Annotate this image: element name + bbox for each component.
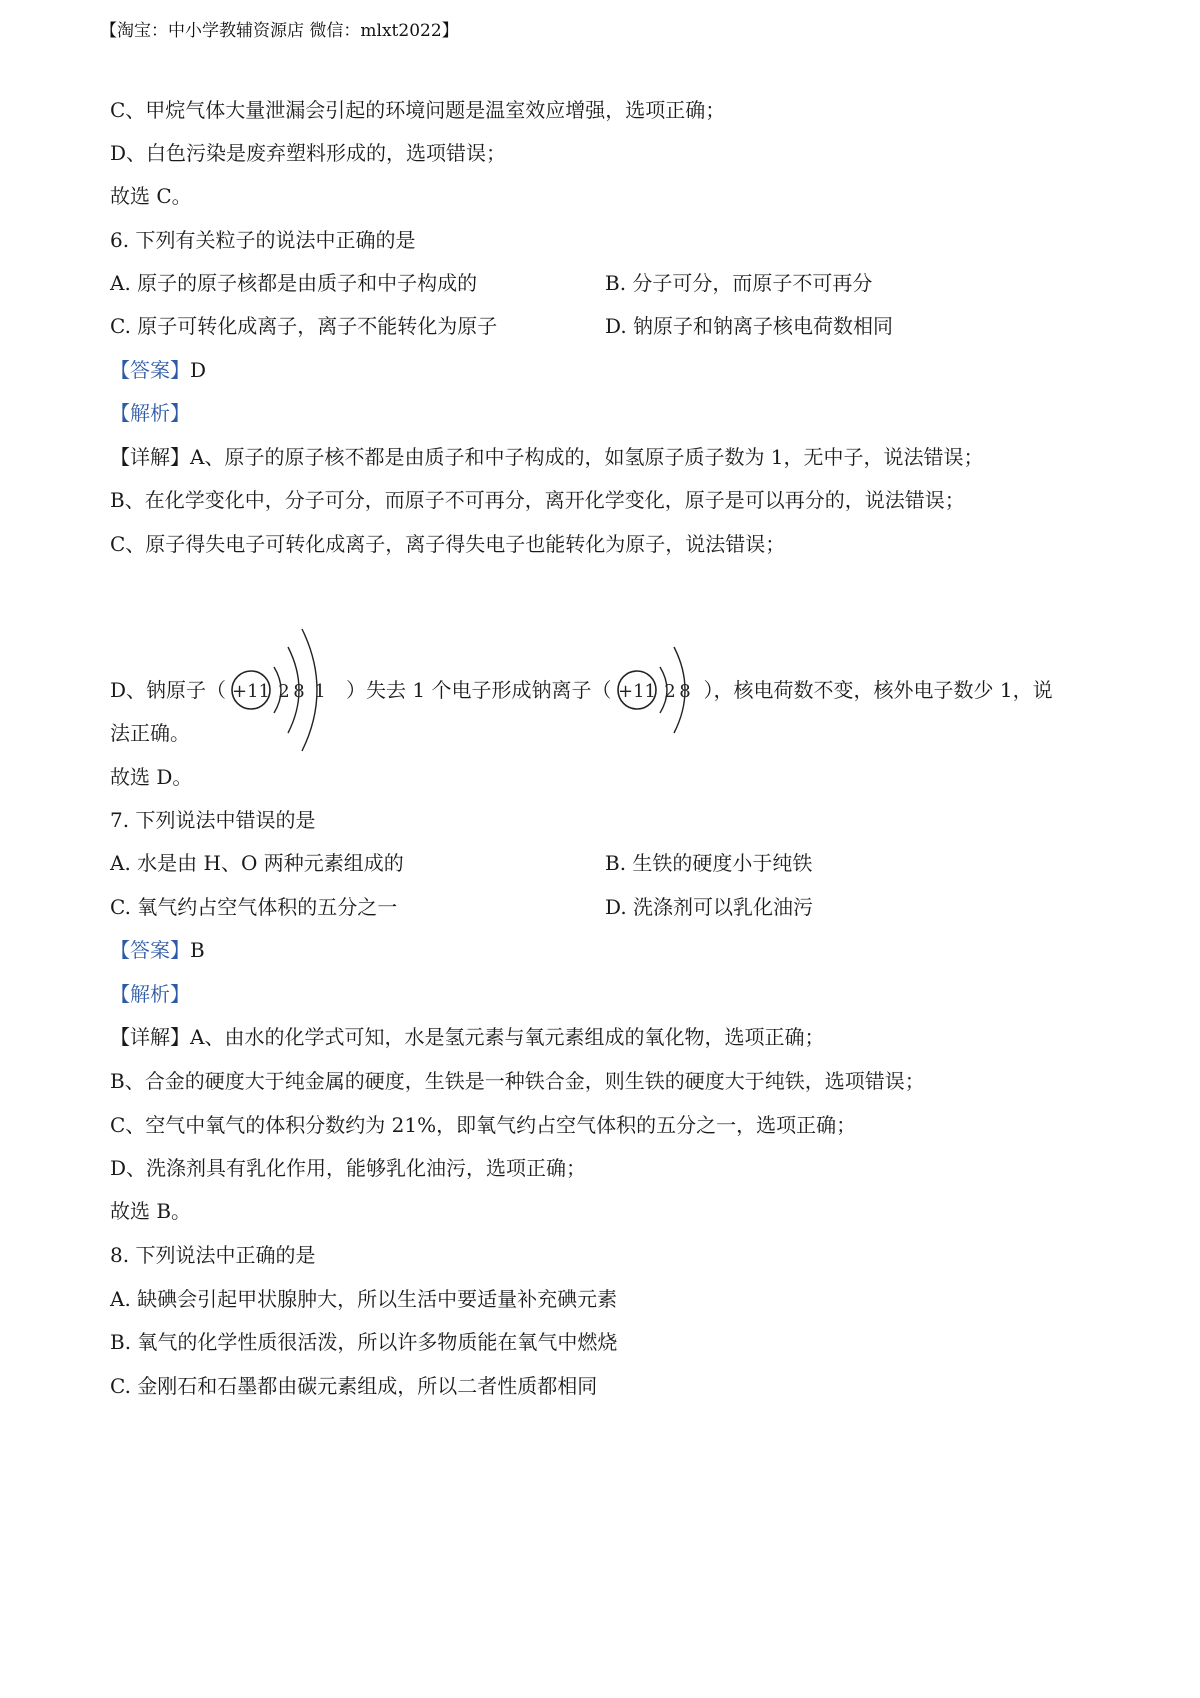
sodium-atom-shell-1: 2 (278, 681, 290, 702)
q6-detail-d-part3: ），核电荷数不变，核外电子数少 1，说 (703, 678, 1053, 702)
q6-detail-d-cont: 法正确。 (110, 721, 190, 745)
q7-answer-value: B (190, 938, 205, 962)
q6-option-a: A. 原子的原子核都是由质子和中子构成的 (110, 271, 478, 295)
sodium-atom-shell-2: 8 (293, 681, 305, 702)
q7-detail-d: D、洗涤剂具有乳化作用，能够乳化油污，选项正确； (110, 1156, 587, 1180)
q7-detail-a (110, 1025, 824, 1049)
q7-analysis-tag: 【解析】 (110, 982, 190, 1006)
q7-option-a: A. 水是由 H、O 两种元素组成的 (110, 851, 404, 875)
q6-stem: 6. 下列有关粒子的说法中正确的是 (110, 228, 416, 252)
q7-detail-a-text: A、由水的化学式可知，水是氢元素与氧元素组成的氧化物，选项正确； (190, 1025, 825, 1049)
q6-analysis-tag: 【解析】 (110, 401, 190, 425)
q7-detail-tag: 【详解】 (110, 1025, 190, 1049)
q6-answer-value: D (190, 358, 207, 382)
sodium-ion-nucleus: +11 (617, 681, 656, 702)
q7-answer-tag: 【答案】 (110, 938, 190, 962)
q6-detail-c: C、原子得失电子可转化成离子，离子得失电子也能转化为原子，说法错误； (110, 532, 786, 556)
q8-stem: 8. 下列说法中正确的是 (110, 1243, 316, 1267)
q5-option-d-explanation: D、白色污染是废弃塑料形成的，选项错误； (110, 141, 507, 165)
q6-option-c: C. 原子可转化成离子，离子不能转化为原子 (110, 314, 498, 338)
q7-stem: 7. 下列说法中错误的是 (110, 808, 316, 832)
sodium-atom-diagram (226, 625, 346, 755)
q6-detail-d-part2: ）失去 1 个电子形成钠离子（ (346, 678, 612, 702)
q7-option-b: B. 生铁的硬度小于纯铁 (605, 851, 813, 875)
q6-detail-tag: 【详解】 (110, 445, 190, 469)
q7-detail-c: C、空气中氧气的体积分数约为 21%，即氧气约占空气体积的五分之一，选项正确； (110, 1113, 857, 1137)
q6-option-d: D. 钠原子和钠离子核电荷数相同 (605, 314, 894, 338)
q6-detail-a (110, 445, 984, 469)
q7-choose: 故选 B。 (110, 1199, 192, 1223)
sodium-ion-shell-2: 8 (678, 681, 691, 702)
q6-option-b: B. 分子可分，而原子不可再分 (605, 271, 873, 295)
q6-answer-tag: 【答案】 (110, 358, 190, 382)
q8-option-b: B. 氧气的化学性质很活泼，所以许多物质能在氧气中燃烧 (110, 1330, 618, 1354)
sodium-ion-diagram (612, 625, 704, 755)
q6-detail-a-text: A、原子的原子核不都是由质子和中子构成的，如氢原子质子数为 1，无中子，说法错误； (190, 445, 984, 469)
q8-option-c: C. 金刚石和石墨都由碳元素组成，所以二者性质都相同 (110, 1374, 598, 1398)
q6-detail-d-row (110, 625, 1053, 755)
q8-option-a: A. 缺碘会引起甲状腺肿大，所以生活中要适量补充碘元素 (110, 1287, 618, 1311)
q6-detail-d-part1: D、钠原子（ (110, 678, 227, 702)
sodium-ion-shell-1: 2 (663, 681, 676, 702)
q7-answer-line (110, 938, 205, 962)
q7-option-c: C. 氧气约占空气体积的五分之一 (110, 895, 398, 919)
q6-detail-b: B、在化学变化中，分子可分，而原子不可再分，离开化学变化，原子是可以再分的，说法错误； (110, 488, 965, 512)
q6-answer-line (110, 358, 206, 382)
q6-choose: 故选 D。 (110, 765, 193, 789)
q5-option-c-explanation: C、甲烷气体大量泄漏会引起的环境问题是温室效应增强，选项正确； (110, 98, 726, 122)
sodium-atom-shell-3: 1 (314, 681, 326, 702)
q5-choose: 故选 C。 (110, 184, 192, 208)
page-header: 【淘宝：中小学教辅资源店 微信：mlxt2022】 (100, 21, 459, 41)
sodium-atom-nucleus: +11 (232, 681, 271, 702)
q7-detail-b: B、合金的硬度大于纯金属的硬度，生铁是一种铁合金，则生铁的硬度大于纯铁，选项错误； (110, 1069, 925, 1093)
q7-option-d: D. 洗涤剂可以乳化油污 (605, 895, 814, 919)
